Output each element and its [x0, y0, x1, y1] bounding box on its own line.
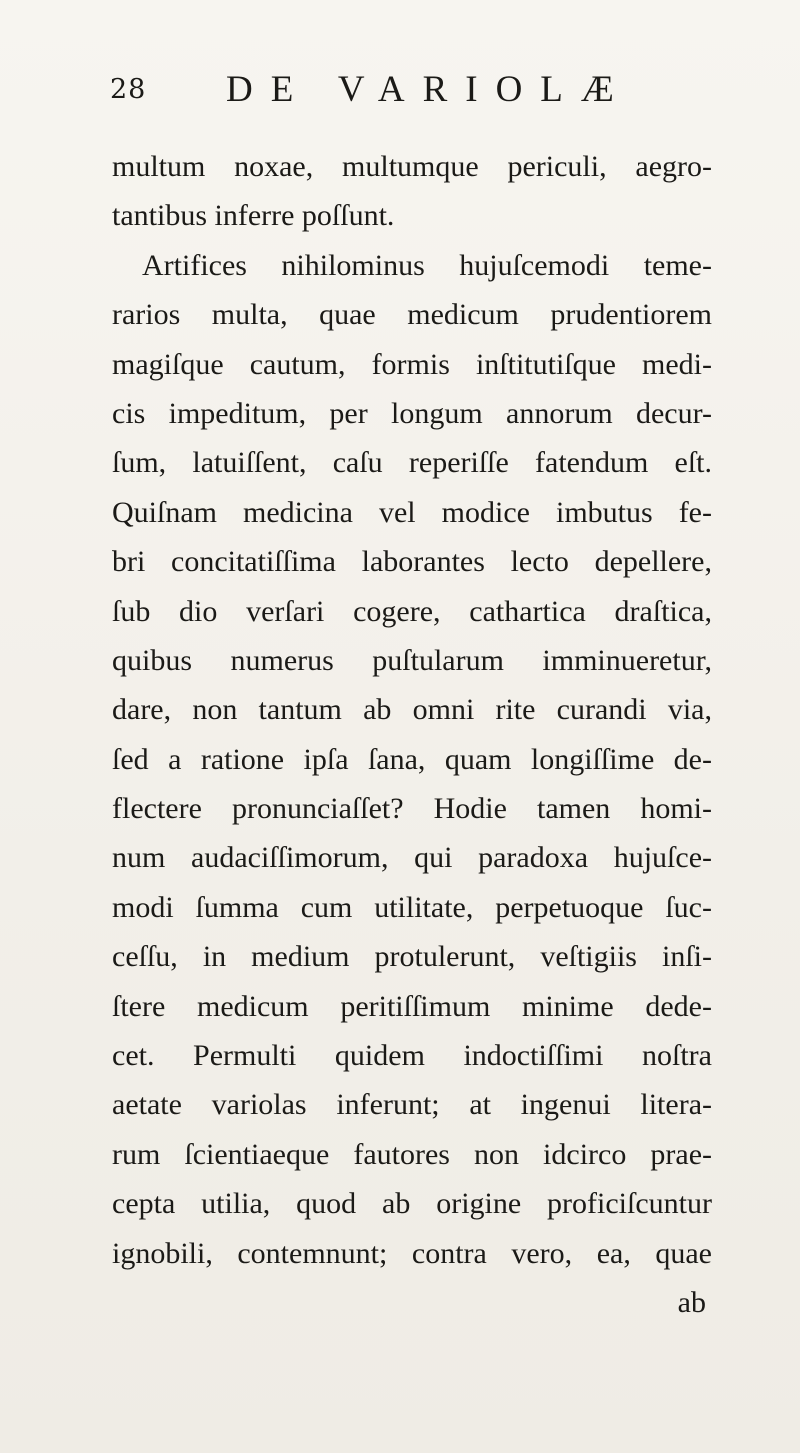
text-line: ſum, latuiſſent, caſu reperiſſe fatendum eſt. [112, 446, 712, 480]
text-line: cepta utilia, quod ab origine proficiſcuntur [112, 1187, 712, 1221]
text-line: cet. Permulti quidem indoctiſſimi noſtra [112, 1039, 712, 1073]
text-line: ſtere medicum peritiſſimum minime dede- [112, 989, 712, 1023]
text-line: Quiſnam medicina vel modice imbutus fe- [112, 495, 712, 529]
text-line: modi ſumma cum utilitate, perpetuoque ſuc- [112, 890, 712, 924]
text-line: flectere pronunciaſſet? Hodie tamen homi- [112, 792, 712, 826]
running-title: DE VARIOLÆ [226, 69, 632, 110]
text-line: multum noxae, multumque periculi, aegro- [112, 150, 712, 183]
text-line: ignobili, contemnunt; contra vero, ea, quae [112, 1236, 712, 1270]
text-line: tantibus inferre poſſunt. [112, 199, 395, 233]
text-line: ſed a ratione ipſa ſana, quam longiſſime de- [112, 742, 712, 776]
text-line: rum ſcientiaeque fautores non idcirco prae- [112, 1137, 712, 1171]
body-text [112, 142, 712, 1327]
page-number: 28 [110, 74, 147, 105]
text-line: bri concitatiſſima laborantes lecto depellere, [112, 545, 712, 579]
text-line: aetate variolas inferunt; at ingenui litera- [112, 1088, 712, 1122]
text-line: ceſſu, in medium protulerunt, veſtigiis inſi- [112, 940, 712, 974]
text-line: quibus numerus puſtularum imminueretur, [112, 643, 712, 677]
text-line: num audaciſſimorum, qui paradoxa hujuſce- [112, 841, 712, 875]
text-line: ſub dio verſari cogere, cathartica draſtica, [112, 594, 712, 628]
text-line: Artifices nihilominus hujuſcemodi teme- [142, 248, 712, 282]
text-line: rarios multa, quae medicum prudentiorem [112, 298, 712, 332]
catchword: ab [677, 1285, 706, 1319]
text-line: dare, non tantum ab omni rite curandi via, [112, 693, 712, 727]
text-line: magiſque cautum, formis inſtitutiſque medi- [112, 347, 712, 381]
page-header [110, 68, 710, 118]
text-line: cis impeditum, per longum annorum decur- [112, 396, 712, 430]
